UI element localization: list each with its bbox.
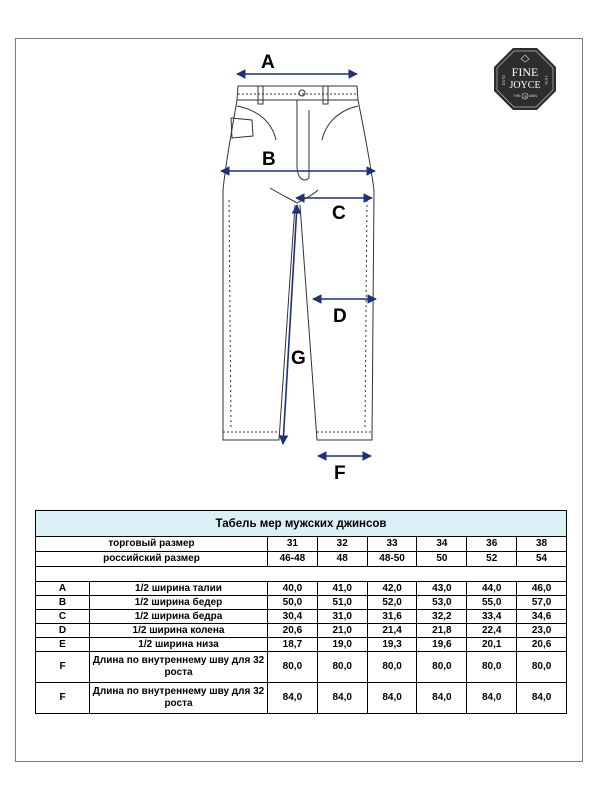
row-name: Длина по внутреннему шву для 32 роста xyxy=(90,652,268,683)
label-c: C xyxy=(332,203,346,224)
value-cell: 22,4 xyxy=(467,624,517,638)
value-cell: 80,0 xyxy=(517,652,567,683)
value-cell: 55,0 xyxy=(467,596,517,610)
svg-text:THE: THE xyxy=(513,94,521,98)
russian-size-cell: 46-48 xyxy=(268,552,318,567)
value-cell: 50,0 xyxy=(268,596,318,610)
value-cell: 80,0 xyxy=(417,652,467,683)
label-g: G xyxy=(291,348,306,369)
value-cell: 19,6 xyxy=(417,638,467,652)
row-name: 1/2 ширина колена xyxy=(90,624,268,638)
table-row xyxy=(36,638,567,652)
value-cell: 21,0 xyxy=(317,624,367,638)
value-cell: 20,6 xyxy=(268,624,318,638)
value-cell: 84,0 xyxy=(517,683,567,714)
value-cell: 40,0 xyxy=(268,582,318,596)
row-name: 1/2 ширина бедер xyxy=(90,596,268,610)
table-row xyxy=(36,624,567,638)
russian-size-cell: 48 xyxy=(317,552,367,567)
value-cell: 19,0 xyxy=(317,638,367,652)
row-code: A xyxy=(36,582,90,596)
value-cell: 84,0 xyxy=(367,683,417,714)
table-row xyxy=(36,610,567,624)
row-name: 1/2 ширина бедра xyxy=(90,610,268,624)
value-cell: 20,6 xyxy=(517,638,567,652)
svg-text:MAN: MAN xyxy=(529,94,537,98)
table-row xyxy=(36,652,567,683)
table-row xyxy=(36,683,567,714)
value-cell: 84,0 xyxy=(317,683,367,714)
brand-logo xyxy=(493,47,557,111)
value-cell: 46,0 xyxy=(517,582,567,596)
measure-lines xyxy=(221,74,376,456)
table-row xyxy=(36,582,567,596)
row-code: D xyxy=(36,624,90,638)
value-cell: 80,0 xyxy=(367,652,417,683)
svg-text:FINE: FINE xyxy=(511,65,539,79)
value-cell: 84,0 xyxy=(417,683,467,714)
value-cell: 41,0 xyxy=(317,582,367,596)
row-code: F xyxy=(36,683,90,714)
value-cell: 53,0 xyxy=(417,596,467,610)
value-cell: 21,4 xyxy=(367,624,417,638)
size-cell: 34 xyxy=(417,537,467,552)
blank-row xyxy=(36,567,567,582)
value-cell: 42,0 xyxy=(367,582,417,596)
measure-g xyxy=(283,205,297,444)
value-cell: 30,4 xyxy=(268,610,318,624)
trade-size-label: торговый размер xyxy=(36,537,268,552)
value-cell: 80,0 xyxy=(467,652,517,683)
jeans-outline xyxy=(223,86,374,440)
value-cell: 21,8 xyxy=(417,624,467,638)
value-cell: 34,6 xyxy=(517,610,567,624)
table-title: Табель мер мужских джинсов xyxy=(36,511,567,537)
label-d: D xyxy=(333,306,347,327)
label-f: F xyxy=(334,463,346,484)
svg-text:1978: 1978 xyxy=(544,75,549,85)
russian-size-cell: 54 xyxy=(517,552,567,567)
value-cell: 84,0 xyxy=(268,683,318,714)
value-cell: 20,1 xyxy=(467,638,517,652)
size-cell: 38 xyxy=(517,537,567,552)
size-cell: 36 xyxy=(467,537,517,552)
value-cell: 52,0 xyxy=(367,596,417,610)
value-cell: 80,0 xyxy=(268,652,318,683)
value-cell: 57,0 xyxy=(517,596,567,610)
row-name: Длина по внутреннему шву для 32 роста xyxy=(90,683,268,714)
label-b: B xyxy=(262,149,276,170)
row-code: C xyxy=(36,610,90,624)
size-table xyxy=(35,510,567,714)
value-cell: 23,0 xyxy=(517,624,567,638)
button-icon xyxy=(299,90,305,96)
value-cell: 33,4 xyxy=(467,610,517,624)
value-cell: 18,7 xyxy=(268,638,318,652)
row-name: 1/2 ширина низа xyxy=(90,638,268,652)
value-cell: 84,0 xyxy=(467,683,517,714)
value-cell: 80,0 xyxy=(317,652,367,683)
value-cell: 31,6 xyxy=(367,610,417,624)
value-cell: 31,0 xyxy=(317,610,367,624)
row-code: E xyxy=(36,638,90,652)
russian-size-cell: 50 xyxy=(417,552,467,567)
svg-text:JB: JB xyxy=(523,94,527,99)
svg-text:JOYCE: JOYCE xyxy=(509,80,541,91)
value-cell: 32,2 xyxy=(417,610,467,624)
value-cell: 19,3 xyxy=(367,638,417,652)
row-name: 1/2 ширина талии xyxy=(90,582,268,596)
russian-size-label: российский размер xyxy=(36,552,268,567)
size-cell: 31 xyxy=(268,537,318,552)
value-cell: 43,0 xyxy=(417,582,467,596)
value-cell: 44,0 xyxy=(467,582,517,596)
russian-size-cell: 48-50 xyxy=(367,552,417,567)
row-code: F xyxy=(36,652,90,683)
size-cell: 32 xyxy=(317,537,367,552)
svg-text:ESTD: ESTD xyxy=(501,74,506,86)
russian-size-cell: 52 xyxy=(467,552,517,567)
value-cell: 51,0 xyxy=(317,596,367,610)
row-code: B xyxy=(36,596,90,610)
size-cell: 33 xyxy=(367,537,417,552)
label-a: A xyxy=(261,52,275,73)
table-row xyxy=(36,596,567,610)
